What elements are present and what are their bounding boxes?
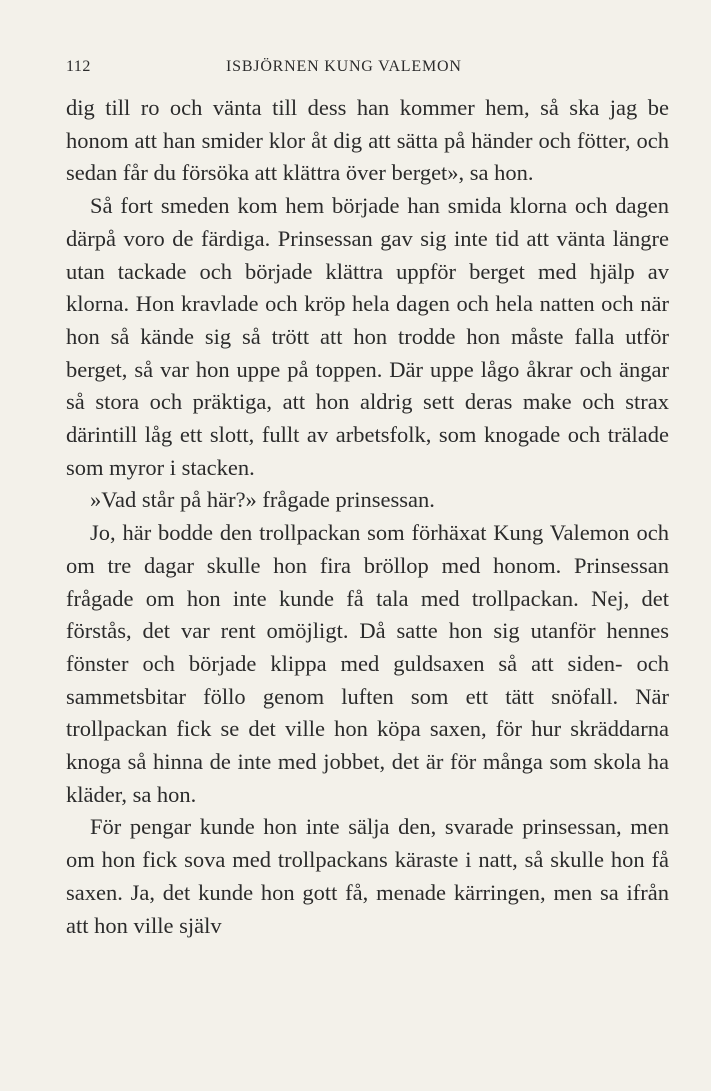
paragraph: Jo, här bodde den trollpackan som förhäxat Kung Valemon och om tre dagar skulle hon fira bröllop med honom. Prinsessan frågade om hon inte kunde få tala med trollpackan. Nej, det förstås, det var rent omöjligt. Då satte hon sig utanför hennes fönster och började klippa med guldsaxen så att siden- och sammetsbitar föllo genom luften som ett tätt snöfall. När trollpackan fick se det ville hon köpa saxen, för hur skräddarna knoga så hinna de inte med jobbet, det är för många som skola ha kläder, sa hon. [66, 520, 669, 807]
paragraph: Så fort smeden kom hem började han smida klorna och dagen därpå voro de färdiga. Prinsessan gav sig inte tid att vänta längre utan tackade och började klättra uppför berget med hjälp av klorna. Hon kravlade och kröp hela dagen och hela natten och när hon så kände sig så trött att hon trodde hon måste falla utför berget, så var hon uppe på toppen. Där uppe lågo åkrar och ängar så stora och präktiga, att hon aldrig sett deras make och strax därintill låg ett slott, fullt av arbetsfolk, som knogade och trälade som myror i stacken. [66, 193, 669, 480]
paragraph: För pengar kunde hon inte sälja den, svarade prinsessan, men om hon fick sova med trollpackans käraste i natt, så skulle hon få saxen. Ja, det kunde hon gott få, menade kärringen, men sa ifrån att hon ville själv [66, 814, 669, 938]
running-head [66, 58, 669, 82]
paragraph: dig till ro och vänta till dess han kommer hem, så ska jag be honom att han smider klor åt dig att sätta på händer och fötter, och sedan får du försöka att klättra över berget», sa hon. [66, 95, 669, 186]
running-title: ISBJÖRNEN KUNG VALEMON [226, 58, 462, 75]
page-number: 112 [66, 58, 91, 75]
body-text [66, 92, 669, 942]
paragraph: »Vad står på här?» frågade prinsessan. [90, 487, 435, 513]
